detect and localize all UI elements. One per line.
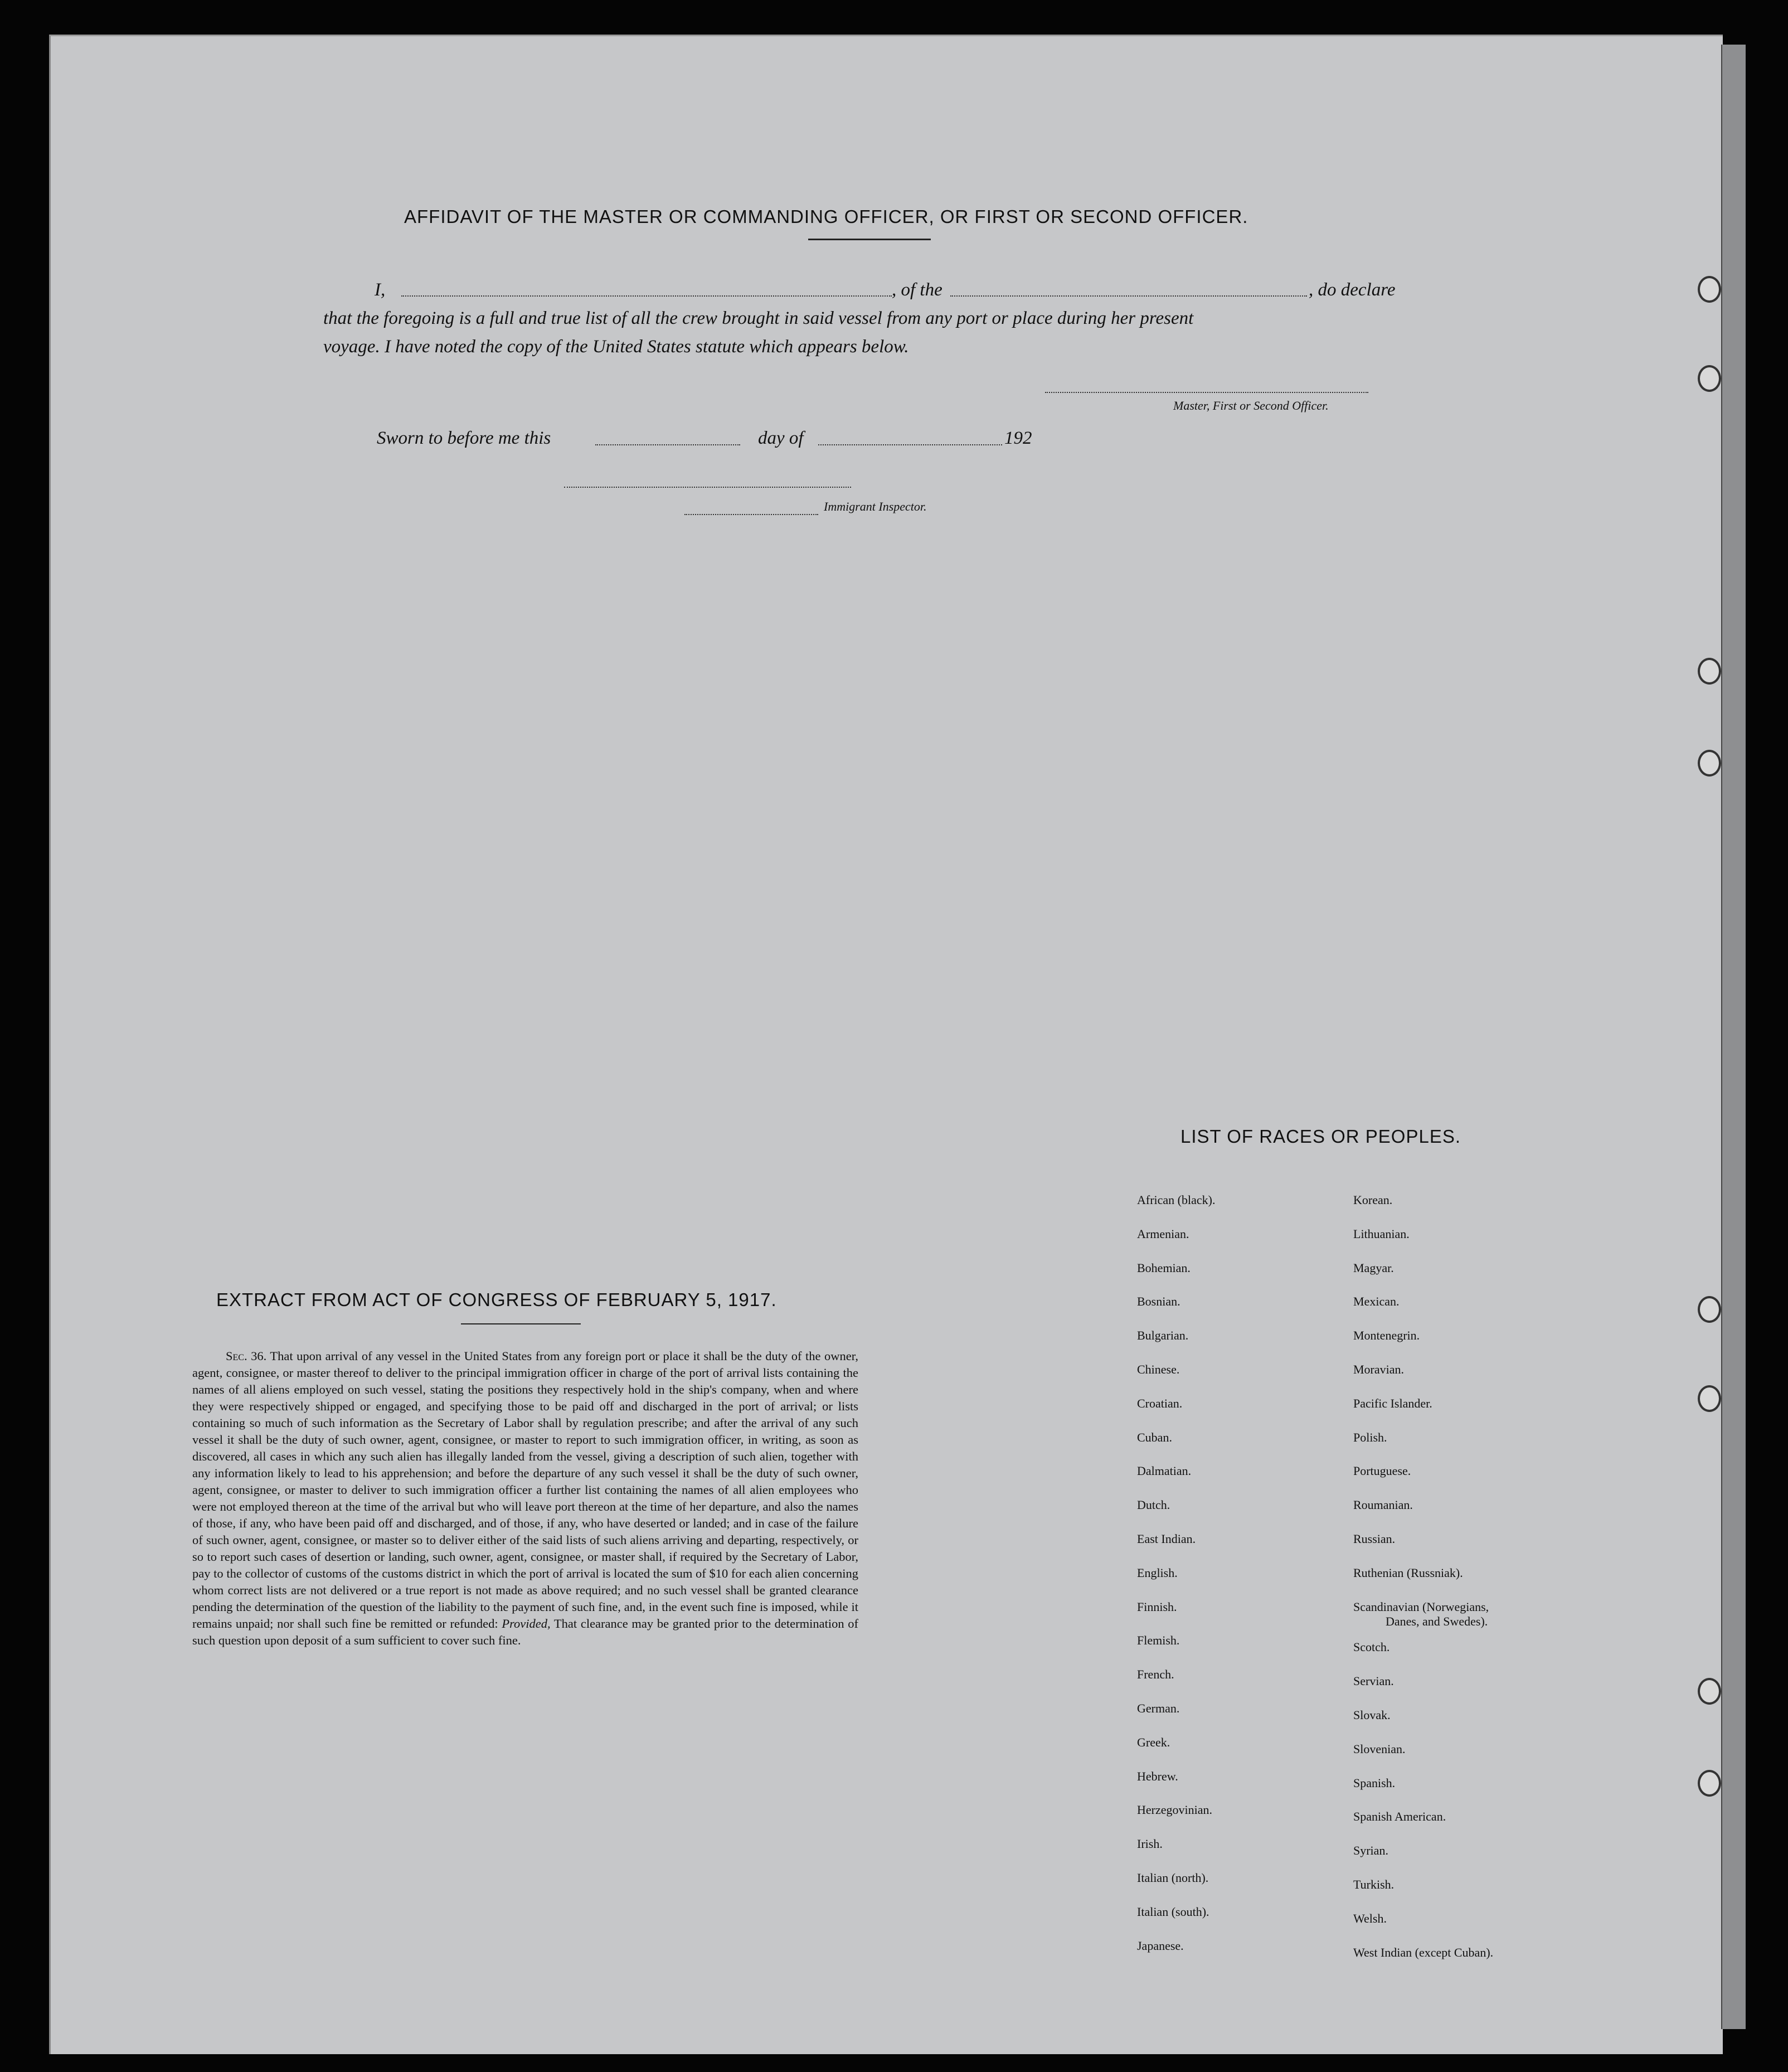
- section-number: Sec. 36.: [226, 1349, 267, 1363]
- affidavit-line3: voyage. I have noted the copy of the United States statute which appears below.: [323, 337, 909, 357]
- race-item: Irish.: [1137, 1837, 1163, 1851]
- race-item: Dutch.: [1137, 1498, 1170, 1512]
- race-item: Servian.: [1353, 1674, 1394, 1688]
- race-item: Lithuanian.: [1353, 1227, 1410, 1241]
- race-item-continuation: Danes, and Swedes).: [1386, 1614, 1488, 1628]
- binder-hole-5: [1698, 1296, 1721, 1323]
- race-item: Moravian.: [1353, 1362, 1405, 1376]
- race-item: Mexican.: [1353, 1294, 1400, 1308]
- statute-body-1: That upon arrival of any vessel in the United States from any foreign port or place it shall be the duty of the owner, agent, consignee, or master thereof to deliver to the principal immigration officer in charge of the port of arrival lists containing the names of all aliens employed on such vessel, stating the positions they respectively hold in the ship's company, when and where they were respectively shipped or engaged, and specifying those to be paid off and discharged in the port of arrival; or lists containing so much of such information as the Secretary of Labor shall by regulation prescribe; and after the arrival of any such vessel it shall be the duty of such owner, agent, consignee, or master to report to such immigration officer, in writing, as soon as discovered, all cases in which any such alien has illegally landed from the vessel, giving a description of such alien, together with any information likely to lead to his apprehension; and before the departure of any such vessel it shall be the duty of such owner, agent, consignee, or master to deliver to such immigration officer a further list containing the names of all alien employees who were not employed thereon at the time of the arrival but who will leave port thereon at the time of her departure, and also the names of those, if any, who have been paid off and discharged, and of those, if any, who have deserted or landed; and in case of the failure of such owner, agent, consignee, or master so to deliver either of the said lists of such aliens arriving and departing, respectively, or so to report such cases of desertion or landing, such owner, agent, consignee, or master shall, if required by the Secretary of Labor, pay to the collector of customs of the customs district in which the port of arrival is located the sum of $10 for each alien concerning whom correct lists are not delivered or a true report is not made as above required; and no such vessel shall be granted clearance pending the determination of the question of the liability to the payment of such fine, and, in the event such fine is imposed, while it remains unpaid; nor shall such fine be remitted or refunded:: [192, 1349, 858, 1631]
- race-item: African (black).: [1137, 1193, 1216, 1207]
- binder-hole-4: [1698, 750, 1721, 777]
- race-item: Cuban.: [1137, 1430, 1172, 1444]
- race-item: Bosnian.: [1137, 1294, 1180, 1308]
- extract-title-rule: [461, 1323, 581, 1324]
- race-item: Japanese.: [1137, 1939, 1184, 1953]
- statute-text: [192, 1348, 858, 1649]
- sworn-day-line: [595, 444, 740, 445]
- binder-hole-7: [1698, 1678, 1721, 1705]
- race-item: Portuguese.: [1353, 1464, 1411, 1478]
- race-item: Spanish American.: [1353, 1809, 1446, 1823]
- sworn-text: Sworn to before me this: [377, 428, 551, 448]
- race-item: Finnish.: [1137, 1600, 1177, 1614]
- binder-hole-1: [1698, 276, 1721, 303]
- race-item: Bohemian.: [1137, 1261, 1191, 1275]
- vessel-name-line: [950, 295, 1307, 297]
- race-item: Korean.: [1353, 1193, 1393, 1207]
- day-of-text: day of: [758, 428, 804, 448]
- race-item: East Indian.: [1137, 1532, 1196, 1546]
- race-item: Italian (north).: [1137, 1871, 1209, 1885]
- race-item: Polish.: [1353, 1430, 1387, 1444]
- inspector-line: [564, 487, 851, 488]
- race-item: Hebrew.: [1137, 1769, 1178, 1783]
- race-item: Welsh.: [1353, 1911, 1387, 1925]
- inspector-label: Immigrant Inspector.: [824, 499, 927, 513]
- race-item: Scotch.: [1353, 1640, 1390, 1654]
- inspector-line-2: [684, 514, 818, 515]
- race-item: Chinese.: [1137, 1362, 1180, 1376]
- race-item: Scandinavian (Norwegians,: [1353, 1600, 1489, 1614]
- affidavit-line1-of-the: , of the: [892, 280, 942, 300]
- binder-hole-2: [1698, 365, 1721, 392]
- races-title: LIST OF RACES OR PEOPLES.: [1180, 1126, 1461, 1147]
- race-item: Syrian.: [1353, 1843, 1388, 1857]
- signature-label: Master, First or Second Officer.: [1173, 399, 1329, 413]
- race-item: Slovak.: [1353, 1708, 1391, 1722]
- race-item: Spanish.: [1353, 1776, 1396, 1790]
- race-item: Armenian.: [1137, 1227, 1189, 1241]
- race-item: Dalmatian.: [1137, 1464, 1192, 1478]
- binder-hole-3: [1698, 658, 1721, 685]
- signature-line: [1045, 392, 1368, 393]
- race-item: Flemish.: [1137, 1633, 1180, 1647]
- binder-hole-8: [1698, 1770, 1721, 1797]
- race-item: Roumanian.: [1353, 1498, 1413, 1512]
- affidavit-title: AFFIDAVIT OF THE MASTER OR COMMANDING OFFICER, OR FIRST OR SECOND OFFICER.: [404, 206, 1248, 227]
- race-item: Italian (south).: [1137, 1905, 1209, 1919]
- race-item: Bulgarian.: [1137, 1328, 1189, 1342]
- race-item: Turkish.: [1353, 1877, 1395, 1891]
- race-item: Pacific Islander.: [1353, 1396, 1432, 1410]
- race-item: Russian.: [1353, 1532, 1396, 1546]
- race-item: Slovenian.: [1353, 1742, 1406, 1756]
- affidavit-title-rule: [808, 239, 931, 240]
- race-item: German.: [1137, 1701, 1180, 1715]
- race-item: Herzegovinian.: [1137, 1803, 1212, 1817]
- master-name-line: [401, 295, 892, 297]
- sworn-month-line: [818, 444, 1002, 445]
- sworn-year: 192: [1004, 428, 1032, 448]
- race-item: French.: [1137, 1667, 1174, 1681]
- affidavit-line1-i: I,: [375, 280, 386, 300]
- extract-title: EXTRACT FROM ACT OF CONGRESS OF FEBRUARY 5, 1917.: [216, 1289, 777, 1310]
- race-item: English.: [1137, 1566, 1178, 1580]
- race-item: Ruthenian (Russniak).: [1353, 1566, 1463, 1580]
- race-item: West Indian (except Cuban).: [1353, 1945, 1494, 1959]
- race-item: Magyar.: [1353, 1261, 1394, 1275]
- affidavit-line1-declare: , do declare: [1309, 280, 1396, 300]
- page-edge: [1721, 45, 1746, 2029]
- statute-provided: Provided,: [502, 1617, 551, 1631]
- statute-body-2: That clearance may be granted prior to the determination of such question upon deposit of a sum sufficient to cover such fine.: [192, 1617, 859, 1647]
- race-item: Montenegrin.: [1353, 1328, 1420, 1342]
- race-item: Croatian.: [1137, 1396, 1183, 1410]
- binder-hole-6: [1698, 1385, 1721, 1412]
- affidavit-line2: that the foregoing is a full and true list of all the crew brought in said vessel from any port or place during her present: [323, 308, 1194, 328]
- race-item: Greek.: [1137, 1735, 1170, 1749]
